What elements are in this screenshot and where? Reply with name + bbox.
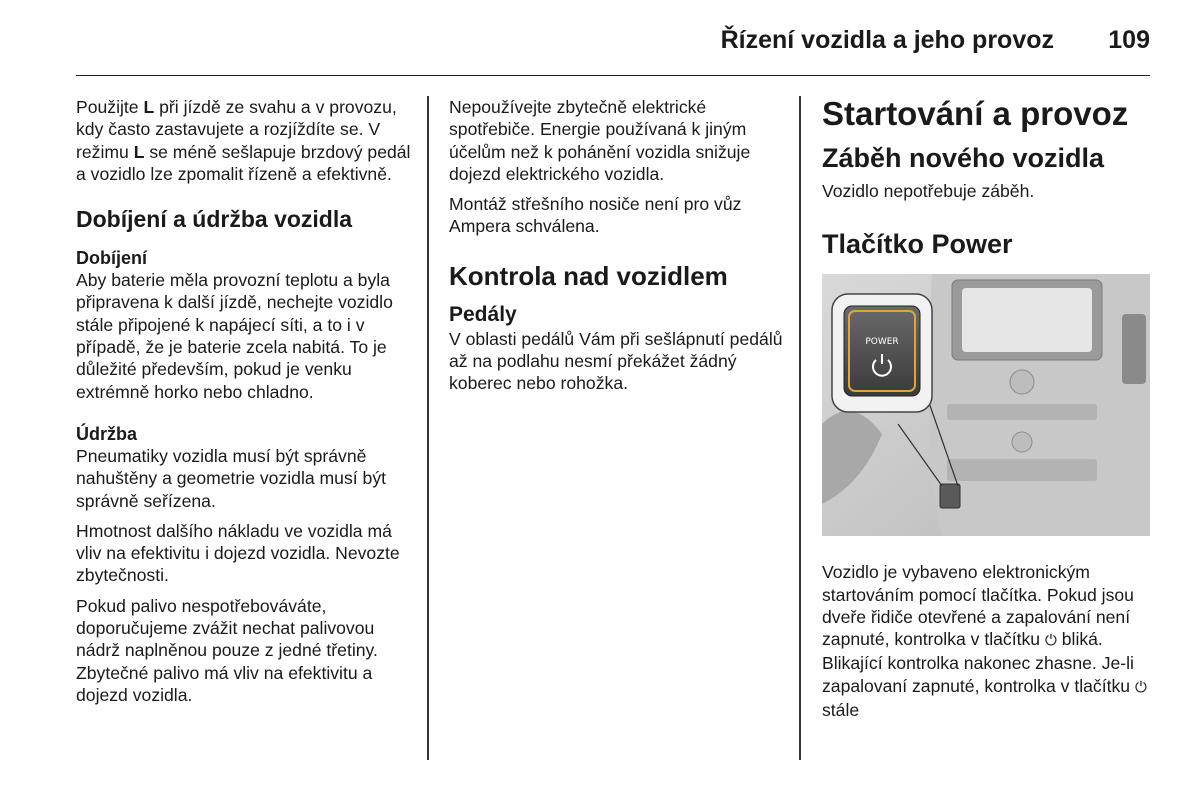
paragraph-charging: Aby baterie měla provozní teplotu a byla připravena k další jízdě, nechejte vozidlo stále připojené k napájecí síti, a to i v případě, že je baterie zcela nabitá. To je důležité především, pokud je venku extrémně horko nebo chladno. xyxy=(76,270,393,402)
heading-vehicle-control: Kontrola nad vozidlem xyxy=(449,260,728,291)
paragraph-maintenance-2: Hmotnost dalšího nákladu ve vozidla má vliv na efektivitu i dojezd vozidla. Nevozte zbytečnosti. xyxy=(76,520,400,586)
heading-break-in: Záběh nového vozidla xyxy=(822,143,1105,173)
heading-charging-maintenance: Dobíjení a údržba vozidla xyxy=(76,206,353,233)
paragraph-break-in: Vozidlo nepotřebuje záběh. xyxy=(822,181,1035,201)
page-header xyxy=(76,18,1150,76)
paragraph-l-mode: Použijte L při jízdě ze svahu a v provozu, kdy často zastavujete a rozjíždíte se. V režimu L se méně sešlapuje brzdový pedál a vozidlo lze zpomalit řízeně a efektivně. xyxy=(76,97,411,184)
heading-power-button: Tlačítko Power xyxy=(822,229,1013,260)
paragraph-pedals: V oblasti pedálů Vám při sešlápnutí pedálů až na podlahu nesmí překážet žádný koberec nebo rohožka. xyxy=(449,328,783,394)
paragraph-power-button: Vozidlo je vybaveno elektronickým startováním pomocí tlačítka. Pokud jsou dveře řidiče otevřené a zapalování není zapnuté, kontrolka v tlačítku ⏻ bliká. Blikající kontrolka nakonec zhasne. Je-li zapalovaní zapnuté, kontrolka v tlačítku ⏻ stále xyxy=(822,562,1147,721)
column-3 xyxy=(822,96,1157,729)
paragraph-appliances: Nepoužívejte zbytečně elektrické spotřebiče. Energie používaná k jiným účelům než k pohánění vozidla snižuje dojezd elektrického vozidla. xyxy=(449,97,751,184)
paragraph-maintenance-3: Pokud palivo nespotřebováváte, doporučujeme zvážit nechat palivovou nádrž naplněnou pouze z jedné třetiny. Zbytečné palivo má vliv na efektivitu a dojezd vozidla. xyxy=(76,595,378,705)
column-2 xyxy=(449,96,789,403)
power-icon: ⏻ xyxy=(1134,678,1147,696)
column-divider-1 xyxy=(427,96,429,760)
dashboard-photo xyxy=(822,274,1150,536)
heading-starting-operation: Startování a provoz xyxy=(822,95,1129,132)
page-number: 109 xyxy=(1108,26,1150,54)
paragraph-maintenance-1: Pneumatiky vozidla musí být správně nahuštěny a geometrie vozidla musí být správně seřízena. xyxy=(76,445,387,511)
column-divider-2 xyxy=(799,96,801,760)
power-icon: ⏻ xyxy=(1044,632,1057,650)
heading-maintenance: Údržba xyxy=(76,423,138,444)
heading-pedals: Pedály xyxy=(449,302,517,326)
chapter-title: Řízení vozidla a jeho provoz xyxy=(720,26,1054,54)
power-button-label: POWER xyxy=(865,337,899,348)
column-1 xyxy=(76,96,416,714)
heading-charging: Dobíjení xyxy=(76,248,147,269)
paragraph-roof-rack: Montáž střešního nosiče není pro vůz Ampera schválena. xyxy=(449,194,742,237)
